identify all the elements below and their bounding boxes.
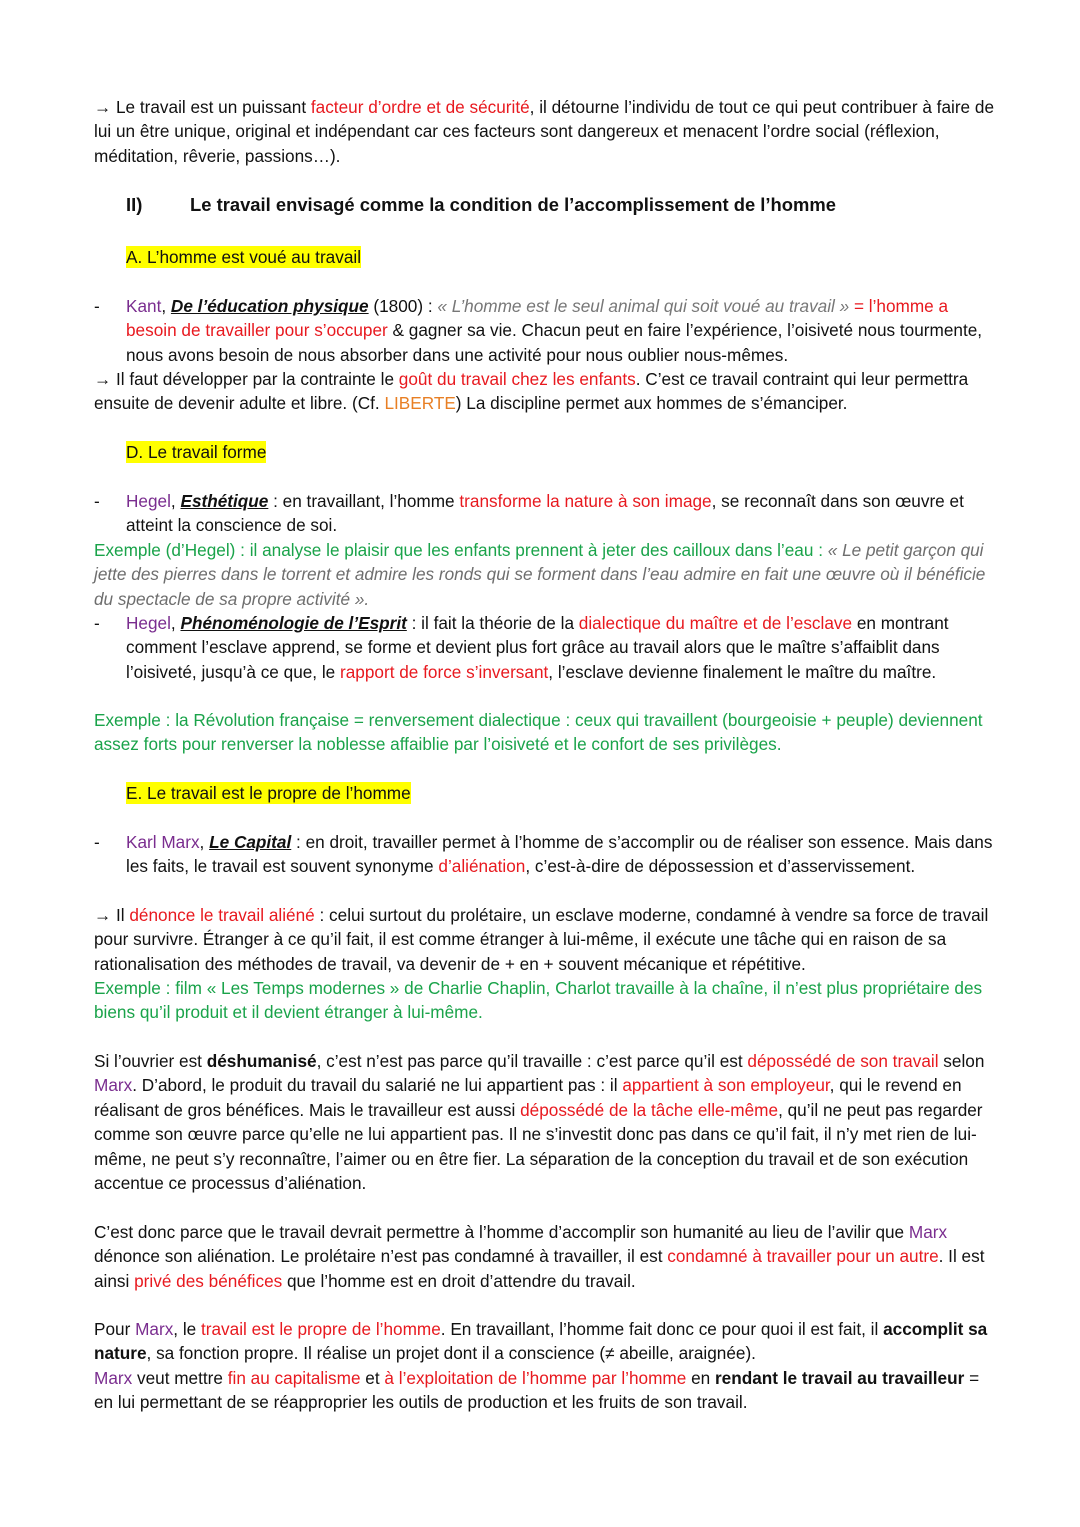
subheading-a: A. L’homme est voué au travail bbox=[126, 247, 362, 267]
section-heading-2 bbox=[126, 193, 836, 217]
hegel-phenomenologie-paragraph: Hegel, Phénoménologie de l’Esprit : il fait la théorie de la dialectique du maître et de l’esclave en montrant comment l’esclave apprend, se forme et devient plus fort grâce au travail alors que le maître s’affaiblit dans l’oisiveté, jusqu’à ce que, le rapport de force s’inversant, l’esclave devienne finalement le maître du maître. bbox=[126, 613, 949, 682]
hegel-esthetique-paragraph: Hegel, Esthétique : en travaillant, l’homme transforme la nature à son image, se reconnaît dans son œuvre et atteint la conscience de soi. bbox=[126, 491, 964, 536]
kant-paragraph: Kant, De l’éducation physique (1800) : « L’homme est le seul animal qui soit voué au travail » = l’homme a besoin de travailler pour s’occuper & gagner sa vie. Chacun peut en faire l’expérience, l’oisiveté nous tourmente, nous avons besoin de nous absorber dans une activité pour nous oublier nous-mêmes. bbox=[126, 296, 983, 365]
bullet-dash: - bbox=[94, 491, 100, 511]
section-number: II) bbox=[126, 194, 143, 215]
bullet-dash: - bbox=[94, 832, 100, 852]
chaplin-example: Exemple : film « Les Temps modernes » de Charlie Chaplin, Charlot travaille à la chaîne, il n’est plus propriétaire des biens qu’il produit et il devient étranger à lui-même. bbox=[94, 978, 983, 1023]
marx-conclusion: → Il dénonce le travail aliéné : celui surtout du prolétaire, un esclave moderne, condamné à vendre sa force de travail pour survivre. Étranger à ce qu’il fait, il est comme étranger à lui-même, il exécute une tâche qui en raison de sa rationalisation des méthodes de travail, va devenir de + en + souvent mécanique et répétitive. bbox=[94, 905, 989, 974]
subheading-e: E. Le travail est le propre de l’homme bbox=[126, 783, 411, 803]
hegel-example: Exemple (d’Hegel) : il analyse le plaisir que les enfants prennent à jeter des cailloux dans l’eau : « Le petit garçon qui jette des pierres dans le torrent et admire les ronds qui se forment dans l’eau admire en fait une œuvre où il bénéficie du spectacle de sa propre activité ». bbox=[94, 540, 986, 609]
subheading-d: D. Le travail forme bbox=[126, 442, 267, 462]
revolution-example: Exemple : la Révolution française = renversement dialectique : ceux qui travaillent (bourgeoisie + peuple) deviennent assez forts pour renverser la noblesse affaiblie par l’oisiveté et le confort de ses privilèges. bbox=[94, 710, 983, 755]
alienation-paragraph: C’est donc parce que le travail devrait permettre à l’homme d’accomplir son humanité au lieu de l’avilir que Marx dénonce son aliénation. Le prolétaire n’est pas condamné à travailler, il est condamné à travailler pour un autre. Il est ainsi privé des bénéfices que l’homme est en droit d’attendre du travail. bbox=[94, 1222, 985, 1291]
bullet-dash: - bbox=[94, 613, 100, 633]
marx-capital-paragraph: Karl Marx, Le Capital : en droit, travailler permet à l’homme de s’accomplir ou de réaliser son essence. Mais dans les faits, le travail est souvent synonyme d’aliénation, c’est-à-dire de dépossession et d’asservissement. bbox=[126, 832, 993, 877]
kant-conclusion: → Il faut développer par la contrainte le goût du travail chez les enfants. C’est ce travail contraint qui leur permettra ensuite de devenir adulte et libre. (Cf. LIBERTE) La discipline permet aux hommes de s’émanciper. bbox=[94, 369, 969, 414]
propre-homme-paragraph: Pour Marx, le travail est le propre de l’homme. En travaillant, l’homme fait donc ce pour quoi il est fait, il accomplit sa nature, sa fonction propre. Il réalise un projet dont il a conscience (≠ abeille, araignée). Marx veut mettre fin au capitalisme et à l’exploitation de l’homme par l’homme en rendant le travail au travailleur = en lui permettant de se réapproprier les outils de production et les fruits de son travail. bbox=[94, 1319, 988, 1413]
section-title: Le travail envisagé comme la condition de l’accomplissement de l’homme bbox=[190, 194, 836, 215]
bullet-dash: - bbox=[94, 296, 100, 316]
dehumanisation-paragraph: Si l’ouvrier est déshumanisé, c’est n’est pas parce qu’il travaille : c’est parce qu’il est dépossédé de son travail selon Marx. D’abord, le produit du travail du salarié ne lui appartient pas : il appartient à son employeur, qui le revend en réalisant de gros bénéfices. Mais le travailleur est aussi dépossédé de la tâche elle-même, qu’il ne peut pas regarder comme son œuvre parce qu’elle ne lui appartient pas. Il ne s’investit donc pas dans ce qu’il fait, il n’y met rien de lui-même, ne peut s’y reconnaître, l’aimer ou en être fier. La séparation de la conception du travail et de son exécution accentue ce processus d’aliénation. bbox=[94, 1051, 985, 1194]
intro-paragraph: → Le travail est un puissant facteur d’ordre et de sécurité, il détourne l’individu de tout ce qui peut contribuer à faire de lui un être unique, original et indépendant car ces facteurs sont dangereux et menacent l’ordre social (réflexion, méditation, rêverie, passions…). bbox=[94, 97, 995, 166]
